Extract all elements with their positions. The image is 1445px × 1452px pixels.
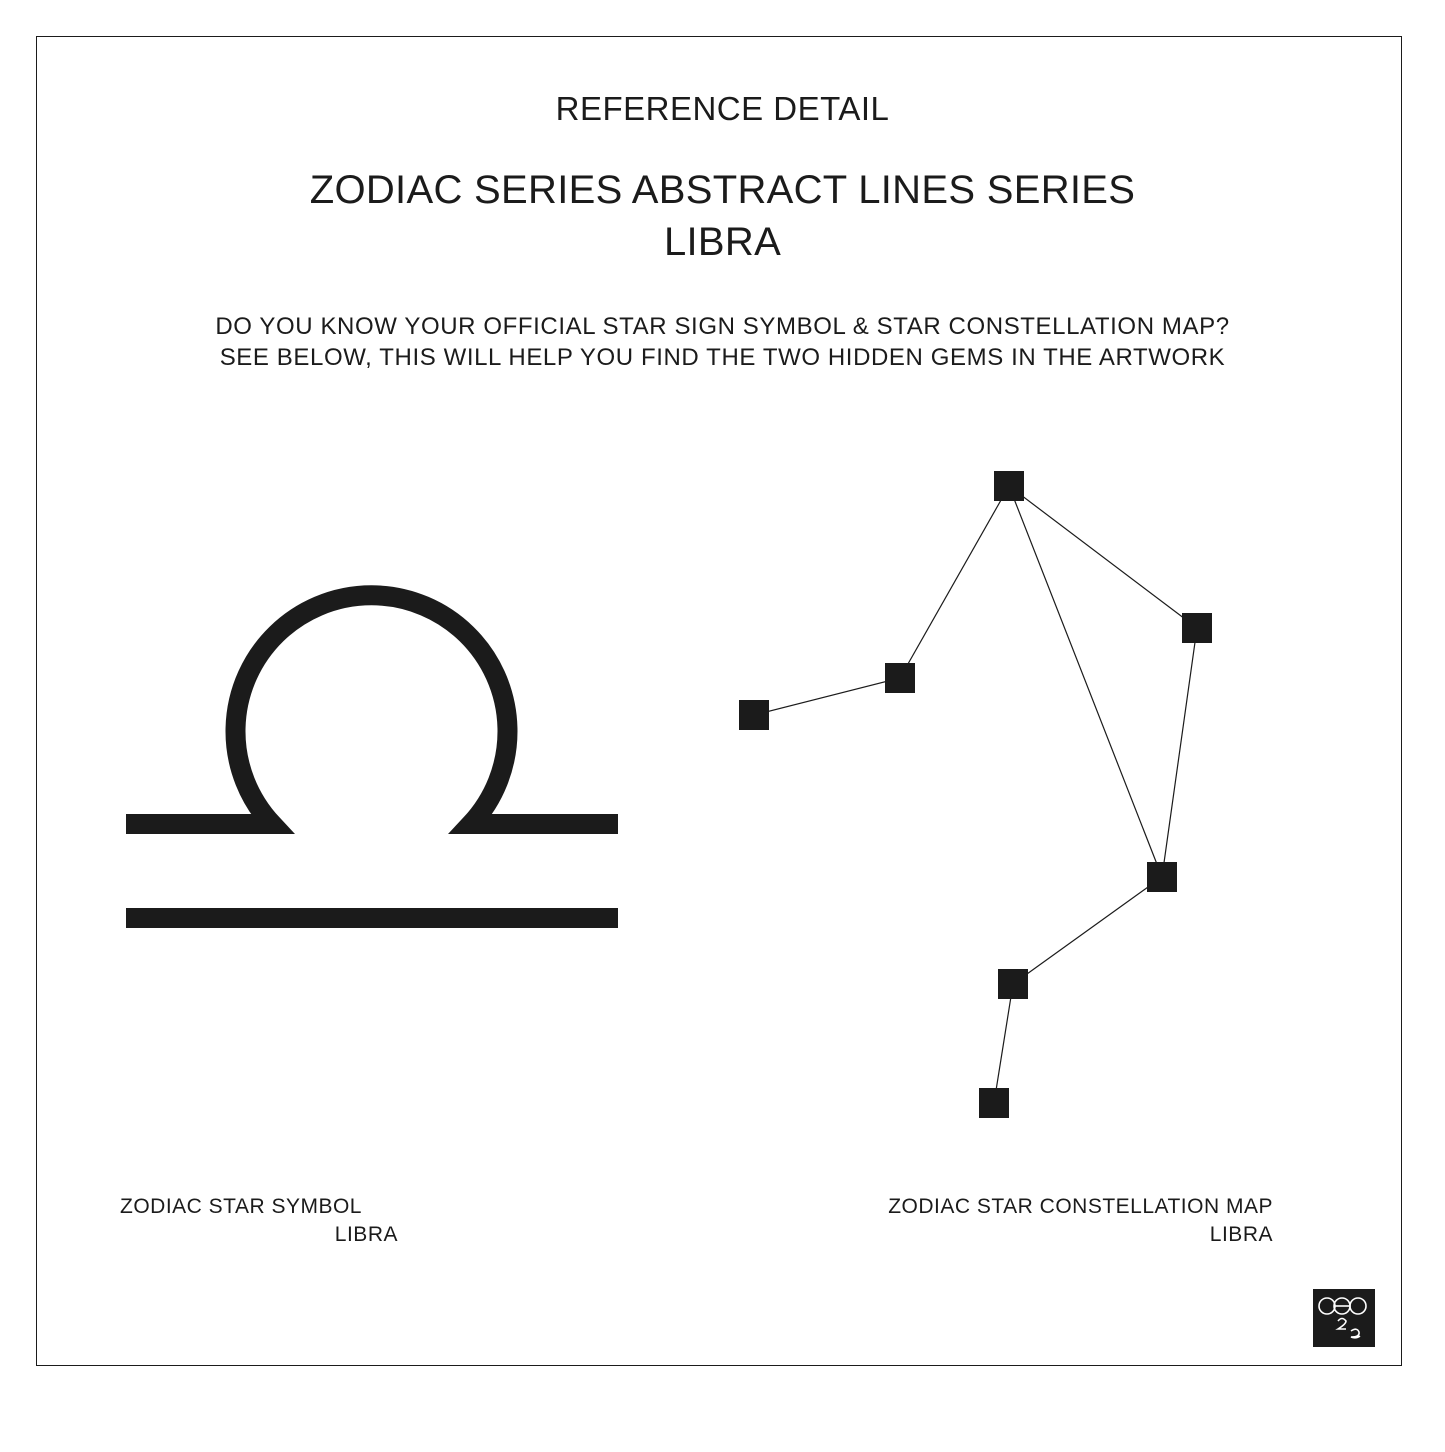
symbol-caption-title: ZODIAC STAR SYMBOL [120,1195,362,1218]
constellation-line [1009,486,1162,877]
series-title: ZODIAC SERIES ABSTRACT LINES SERIES [309,168,1136,212]
constellation-stars [739,471,1212,1118]
star-marker [979,1088,1009,1118]
symbol-caption-sign: LIBRA [334,1223,398,1246]
constellation-line [754,678,900,715]
star-marker [1147,862,1177,892]
constellation-lines [754,486,1197,1103]
constellation-line [900,486,1009,678]
symbol-caption [120,1193,398,1249]
constellation-line [1162,628,1197,877]
sign-title: LIBRA [663,220,782,264]
intro-question: DO YOU KNOW YOUR OFFICIAL STAR SIGN SYMBOL & STAR CONSTELLATION MAP? [215,313,1230,340]
intro-hint: SEE BELOW, THIS WILL HELP YOU FIND THE TWO HIDDEN GEMS IN THE ARTWORK [219,344,1226,371]
star-marker [998,969,1028,999]
constellation-line [994,984,1013,1103]
constellation-caption [760,1193,1273,1249]
constellation-line [1013,877,1162,984]
star-marker [1182,613,1212,643]
artist-monogram-logo [1313,1289,1375,1347]
reference-detail-heading: REFERENCE DETAIL [555,90,890,127]
star-marker [994,471,1024,501]
constellation-caption-sign: LIBRA [1209,1223,1273,1246]
constellation-caption-title: ZODIAC STAR CONSTELLATION MAP [888,1195,1273,1218]
star-marker [885,663,915,693]
star-marker [739,700,769,730]
